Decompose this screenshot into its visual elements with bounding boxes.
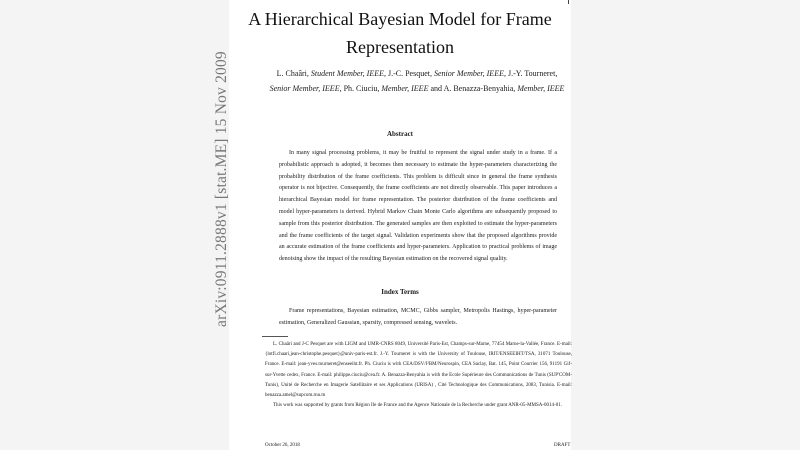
paper-title-line-1: A Hierarchical Bayesian Model for Frame bbox=[248, 9, 552, 29]
index-terms-paragraph: Frame representations, Bayesian estimation, MCMC, Gibbs sampler, Metropolis Hastings, hyper-parameter estimation, Generalized Gaussian, sparsity, compressed sensing, wavelets. bbox=[279, 308, 557, 326]
author-affiliation: Senior Member, IEEE bbox=[433, 69, 504, 78]
footnote-funding: This work was supported by grants from Région Ile de France and the Agence Nationale de la Recherche under grant ANR-05-MMSA-0014-01. bbox=[273, 403, 562, 409]
author-text: , J.-C. Pesquet, bbox=[383, 69, 434, 78]
author-text: and A. Benazza-Benyahia, bbox=[428, 84, 518, 93]
author-text: , J.-Y. Tourneret, bbox=[503, 69, 558, 78]
index-terms-heading: Index Terms bbox=[381, 288, 419, 296]
author-affiliation: Student Member, IEEE bbox=[310, 69, 384, 78]
footnote-rule bbox=[262, 336, 288, 337]
author-text: L. Chaâri, bbox=[276, 69, 311, 78]
author-text: , Ph. Ciuciu, bbox=[339, 84, 382, 93]
paper-title-line-2: Representation bbox=[346, 37, 454, 57]
arxiv-stamp: arXiv:0911.2888v1 [stat.ME] 15 Nov 2009 bbox=[213, 51, 230, 327]
draft-label: DRAFT bbox=[554, 443, 571, 448]
index-terms-body bbox=[279, 305, 557, 329]
author-list bbox=[262, 66, 572, 96]
abstract-paragraph: In many signal processing problems, it may be fruitful to represent the signal under study in a frame. If a probabilistic approach is adopted, it becomes then necessary to estimate the hyper-parameters characterizing the probability distribution of the frame coefficients. This problem is difficult since in general the frame synthesis operator is not bijective. Consequently, the frame coefficients are not directly observable. This paper introduces a hierarchical Bayesian model for frame representation. The posterior distribution of the frame coefficients and model hyper-parameters is derived. Hybrid Markov Chain Monte Carlo algorithms are subsequently proposed to sample from this posterior distribution. The generated samples are then exploited to estimate the hyper-parameters and the frame coefficients of the target signal. Validation experiments show that the proposed algorithms provide an accurate estimation of the frame coefficients and hyper-parameters. Application to practical problems of image denoising show the impact of the resulting Bayesian estimation on the recovered signal quality. bbox=[279, 150, 557, 263]
footnote-affiliations: L. Chaâri and J-C Pesquet are with LIGM and UMR-CNRS 8049, Université Paris-Est, Champs-sur-Marne, 77454 Marne-la-Vallée, France. E-mail: {lotfi.chaari,jean-christophe.pesquet}@univ-paris-est.fr. J.-Y. Tourneret is with the University of Toulouse, IRIT/ENSEEIHT/TSA, 31071 Toulouse, France. E-mail: jean-yves.tourneret@enseeiht.fr. Ph. Ciuciu is with CEA/DSV/I²BM/Neurospin, CEA Saclay, Bat. 145, Point Courrier 156, 91191 Gif-sur-Yvette cedex, France. E-mail: philippe.ciuciu@cea.fr. A. Benazza-Benyahia is with the Ecole Supérieure des Communications de Tunis (SUP'COM-Tunis), Unité de Recherche en Imagerie Satellitaire et ses Applications (URISA) , Cité Technologique des Communications, 2083, Tunisia. E-mail: benazza.amel@supcom.rnu.tn bbox=[265, 342, 572, 399]
author-line-1 bbox=[262, 66, 572, 81]
page-date: October 26, 2018 bbox=[265, 443, 300, 448]
author-affiliation: Senior Member, IEEE bbox=[269, 84, 340, 93]
abstract-body bbox=[279, 148, 557, 266]
author-affiliation: Member, IEEE bbox=[517, 84, 565, 93]
abstract-heading: Abstract bbox=[386, 130, 414, 138]
footnotes bbox=[265, 340, 572, 411]
author-line-2 bbox=[262, 81, 572, 96]
page-edge-mark bbox=[568, 0, 569, 4]
author-affiliation: Member, IEEE bbox=[381, 84, 429, 93]
